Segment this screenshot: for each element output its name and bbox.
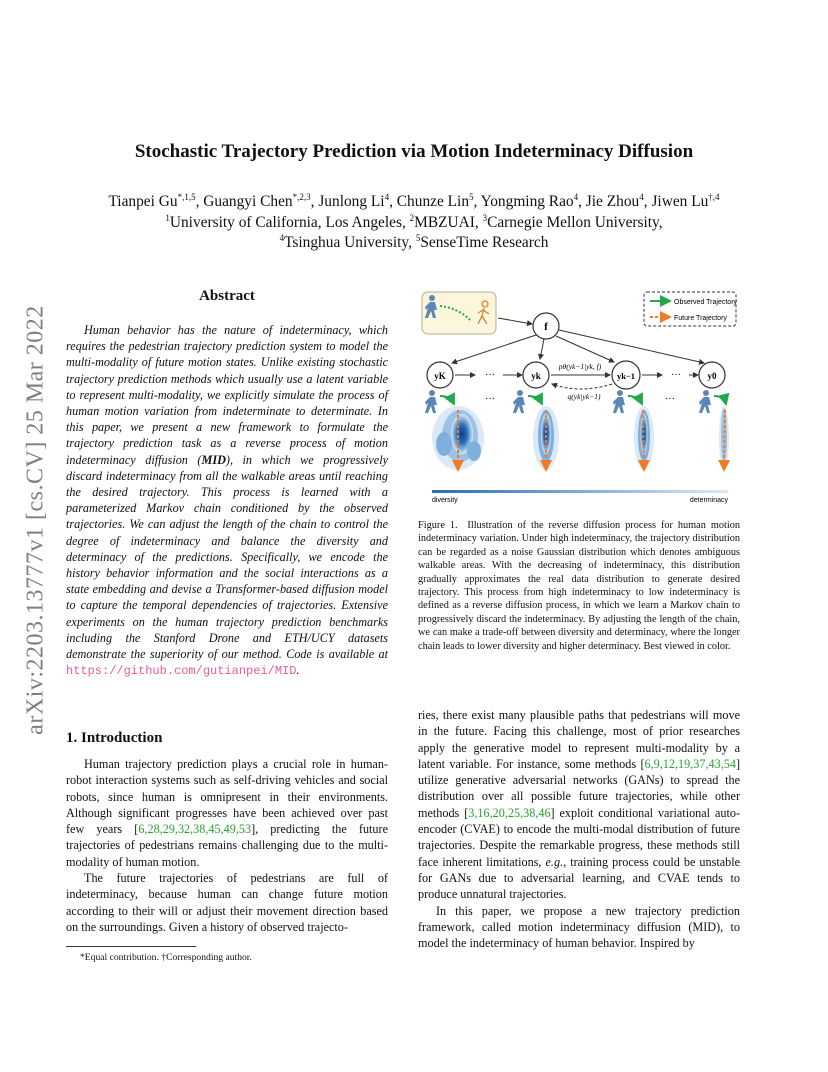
footnote: *Equal contribution. †Corresponding author. <box>80 952 252 963</box>
abstract-text: Human behavior has the nature of indeterminacy, which requires the pedestrian trajectory prediction system to model the multi-modality of future motion states. Unlike existing stochastic trajectory prediction methods which usually use a latent variable to represent multi-modality, we explicitly simulate the process of human motion variation from indeterminate to determinate. In this paper, we present a new framework to formulate the trajectory prediction task as a reverse process of motion indeterminacy diffusion (MID), in which we progressively discard indeterminacy from all the walkable areas until reaching the desired trajectory. This process is learned with a parameterized Markov chain conditioned by the observed trajectories. We can adjust the length of the chain to control the degree of indeterminacy and balance the diversity and determinacy of the predictions. Specifically, we encode the history behavior information and the social interactions as a state embedding and devise a Transformer-based diffusion model to capture the temporal dependencies of trajectories. Extensive experiments on the human trajectory prediction benchmarks including the Stanford Drone and ETH/UCY datasets demonstrate the superiority of our method. Code is available at https://github.com/gutianpei/MID. <box>66 323 388 679</box>
intro-heading: 1. Introduction <box>66 730 163 746</box>
axis-diversity-label: diversity <box>432 497 458 504</box>
author-name: Junlong Li <box>318 193 385 210</box>
footnote-divider <box>66 946 196 947</box>
author-list: Tianpei $Gu^{*,1,5}$, Guangyi Chen$^{*,2,3}$, Junlong Li$^4$, Chunze Lin$^5$, Yongming Rao$^4$, Jie Zhou$^4$, Jiwen $Lu^{\dagger,4}$ <box>108 191 720 210</box>
svg-text:···: ··· <box>485 370 495 381</box>
figure-1 <box>418 286 740 504</box>
diversity-determinacy-axis <box>432 490 728 493</box>
citation-link[interactable]: 6,28,29,32,38,45,49,53 <box>138 822 252 837</box>
author-name: Yongming Rao <box>480 193 574 210</box>
affiliation-line-2: $^4$Tsinghua University, $^5$SenseTime Research <box>279 232 549 251</box>
axis-determinacy-label: determinacy <box>689 497 728 504</box>
affiliation-line-1: $^1$University of California, Los Angeles, $^2$MBZUAI, $^3$Carnegie Mellon University, <box>165 212 663 231</box>
intro-continued <box>418 707 740 951</box>
p-theta-label: pθ(yk−1|yk, f) <box>558 362 602 371</box>
author-block <box>0 192 828 254</box>
intro-text <box>66 756 388 935</box>
svg-text:···: ··· <box>671 370 681 381</box>
intro-paragraph-2: The future trajectories of pedestrians are full of indeterminacy, because human can change future motion according to their will or adjust their movement direction based on the surroundings. Given a history of observed trajecto- <box>66 871 388 934</box>
citation-link[interactable]: 6,9,12,19,37,43,54 <box>644 756 736 771</box>
citation-link[interactable]: 3,16,20,25,38,46 <box>468 805 551 820</box>
node-f-label: f <box>544 321 548 333</box>
legend-observed-label: Observed Trajectory <box>674 299 738 306</box>
right-paragraph-1: ries, there exist many plausible paths that pedestrians will move in the future. Facing this challenge, most of prior researches apply the generative model to represent multi-modality by a latent variable. For instance, some methods [6,9,12,19,37,43,54] utilize generative adversarial networks (GANs) to spread the distribution over all possible future trajectories, while other methods [3,16,20,25,38,46] exploit conditional variational auto-encoder (CVAE) to encode the multi-modal distribution of future trajectories. Despite the remarkable progress, these methods still face inherent limitations, e.g., training process could be unstable for GANs due to adversarial learning, and CVAE tends to produce unnatural trajectories. <box>418 708 741 902</box>
abstract-heading: Abstract <box>199 288 255 304</box>
abstract-section <box>66 288 388 679</box>
svg-text:yk−1: yk−1 <box>616 371 636 381</box>
author-name: Guangyi Chen <box>203 193 293 210</box>
diffusion-diagram <box>418 286 740 504</box>
right-paragraph-2: In this paper, we propose a new trajectory prediction framework, called motion indeterminacy diffusion (MID), to model the indeterminacy of human behavior. Inspired by <box>418 903 740 951</box>
intro-paragraph-1: Human trajectory prediction plays a crucial role in human-robot interaction systems such as self-driving vehicles and social robots, since human is omnipresent in their environments. Although significant progresses have been achieved over past few years [6,28,29,32,38,45,49,53], predicting the future trajectories of pedestrians remains challenging due to the multi-modality of human motion. <box>66 757 388 869</box>
author-name: Jie Zhou <box>585 193 640 210</box>
q-label: q(yk|yk−1) <box>567 392 601 401</box>
legend-future-label: Future Trajectory <box>674 315 727 322</box>
author-name: Jiwen Lu <box>651 193 709 210</box>
code-link[interactable]: https://github.com/gutianpei/MID <box>66 664 297 679</box>
svg-text:···: ··· <box>665 394 675 405</box>
svg-text:y0: y0 <box>707 371 717 381</box>
svg-text:yk: yk <box>531 371 541 381</box>
arxiv-id-text: arXiv:2203.13777v1 [cs.CV] 25 Mar 2022 <box>22 305 49 735</box>
figure-caption: Figure 1. Illustration of the reverse diffusion process for human motion indeterminacy variation. Under high indeterminacy, the trajectory distribution can be regarded as a noise Gaussian distribution which denotes ambiguous walkable areas. With the decreasing of indeterminacy, this distribution gradually approximates the real data distribution to generate desired trajectory. This process from high indeterminacy to low indeterminacy is defined as a reverse diffusion process, in which we learn a Markov chain to progressively discard the indeterminacy. By adjusting the length of the chain, we can make a trade-off between diversity and determinacy, where the longer chain leads to lower diversity and higher determinacy. Best viewed in color. <box>418 520 740 652</box>
author-name: Chunze Lin <box>396 193 470 210</box>
paper-title: Stochastic Trajectory Prediction via Motion Indeterminacy Diffusion <box>134 141 694 162</box>
svg-text:···: ··· <box>485 394 495 405</box>
author-name: Tianpei Gu <box>108 193 178 210</box>
arxiv-stamp <box>16 280 56 760</box>
svg-text:yK: yK <box>434 371 446 381</box>
